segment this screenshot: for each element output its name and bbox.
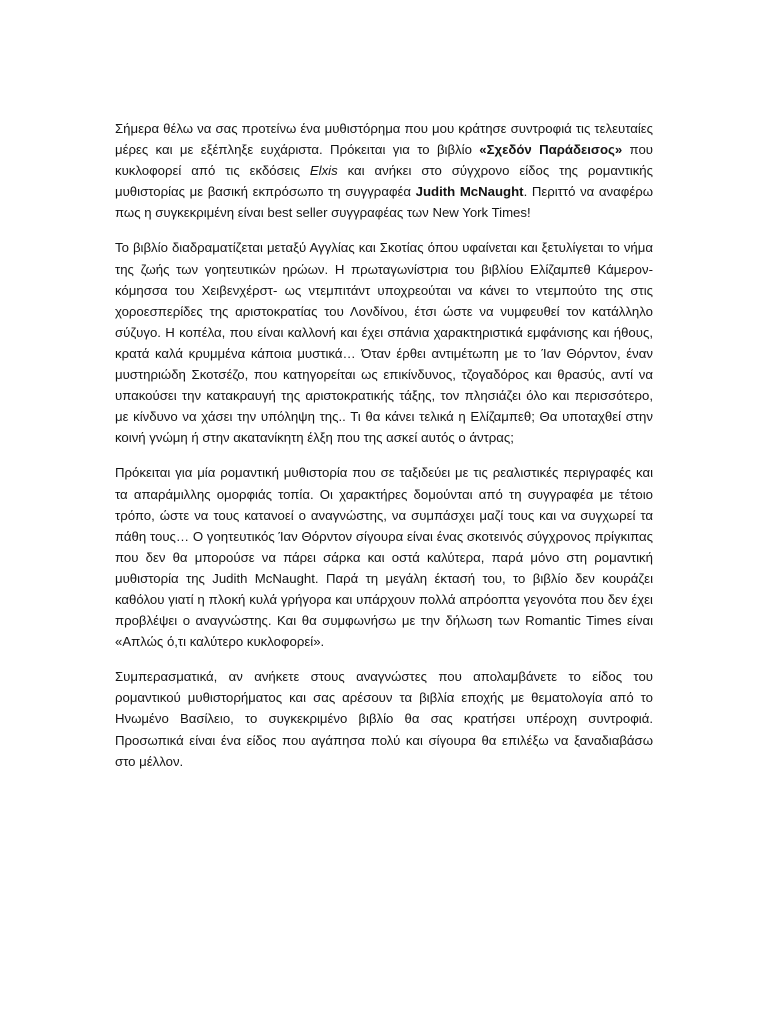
text-run: που κυκλοφορεί από τις εκδόσεις xyxy=(115,142,653,179)
paragraph-conclusion xyxy=(115,666,653,771)
text-run: και ανήκει στο σύγχρονο είδος της ρομαντικής μυθιστορίας με βασική εκπρόσωπο τη συγγραφέα xyxy=(115,163,653,200)
book-title: «Σχεδόν Παράδεισος» xyxy=(479,142,623,158)
text-run: Συμπερασματικά, αν ανήκετε στους αναγνώστες που απολαμβάνετε το είδος του ρομαντικού μυθιστορήματος και σας αρέσουν τα βιβλία εποχής με θεματολογία από το Ηνωμένο Βασίλειο, το συγκεκριμένο βιβλίο θα σας κρατήσει υπέροχη συντροφιά. Προσωπικά είναι ένα είδος που αγάπησα πολύ και σίγουρα θα επιλέξω να ξαναδιαβάσω στο μέλλον. xyxy=(115,669,653,769)
text-run: Πρόκειται για μία ρομαντική μυθιστορία που σε ταξιδεύει με τις ρεαλιστικές περιγραφές και τα απαράμιλλης ομορφιάς τοπία. Οι χαρακτήρες δομούνται από τη συγγραφέα με τέτοιο τρόπο, ώστε να τους κατανοεί ο αναγνώστης, να συμπάσχει μαζί τους και να συγχωρεί τα πάθη τους… Ο γοητευτικός Ίαν Θόρντον σίγουρα είναι ένας σκοτεινός σύγχρονος πρίγκιπας που δεν θα μπορούσε να πάρει σάρκα και οστά καλύτερα, παρά μόνο στη ρομαντική μυθιστορία της Judith McNaught. Παρά τη μεγάλη έκτασή του, το βιβλίο δεν κουράζει καθόλου γιατί η πλοκή κυλά γρήγορα και υπάρχουν πολλά απρόοπτα γεγονότα που δεν έχει προβλέψει ο αναγνώστης. Και θα συμφωνήσω με την δήλωση των Romantic Times είναι «Απλώς ό,τι καλύτερο κυκλοφορεί». xyxy=(115,465,653,650)
text-run: Το βιβλίο διαδραματίζεται μεταξύ Αγγλίας και Σκοτίας όπου υφαίνεται και ξετυλίγεται το νήμα της ζωής των γοητευτικών ηρώων. Η πρωταγωνίστρια του βιβλίου Ελίζαμπεθ Κάμερον-κόμησσα του Χειβενχέρστ- ως ντεμπιτάντ υποχρεούται να κάνει το ντεμπούτο της στις χοροεσπερίδες της αριστοκρατίας του Λονδίνου, έτσι ώστε να νυμφευθεί τον κατάλληλο σύζυγο. Η κοπέλα, που είναι καλλονή και έχει σπάνια χαρακτηριστικά εμφάνισης και ήθους, κρατά καλά κρυμμένα κάποια μυστικά… Όταν έρθει αντιμέτωπη με το Ίαν Θόρντον, έναν μυστηριώδη Σκοτσέζο, που κατηγορείται ως επικίνδυνος, τζογαδόρος και θρασύς, αντί να υπακούσει την κατακραυγή της αριστοκρατικής τάξης, τον πλησιάζει όλο και περισσότερο, με κίνδυνο να χάσει την υπόληψη της.. Τι θα κάνει τελικά η Ελίζαμπεθ; Θα υποταχθεί στην κοινή γνώμη ή στην ακατανίκητη έλξη που της ασκεί αυτός ο άντρας; xyxy=(115,240,653,446)
paragraph-plot xyxy=(115,237,653,448)
author-name: Judith McNaught xyxy=(415,184,524,200)
paragraph-review xyxy=(115,462,653,652)
document-body xyxy=(115,118,653,772)
publisher-name: Elxis xyxy=(309,163,338,179)
text-run: . Περιττό να αναφέρω πως η συγκεκριμένη είναι best seller συγγραφέας των New York Times! xyxy=(115,184,653,221)
paragraph-intro xyxy=(115,118,653,223)
text-run: Σήμερα θέλω να σας προτείνω ένα μυθιστόρημα που μου κράτησε συντροφιά τις τελευταίες μέρες και με εξέπληξε ευχάριστα. Πρόκειται για το βιβλίο xyxy=(115,121,653,158)
